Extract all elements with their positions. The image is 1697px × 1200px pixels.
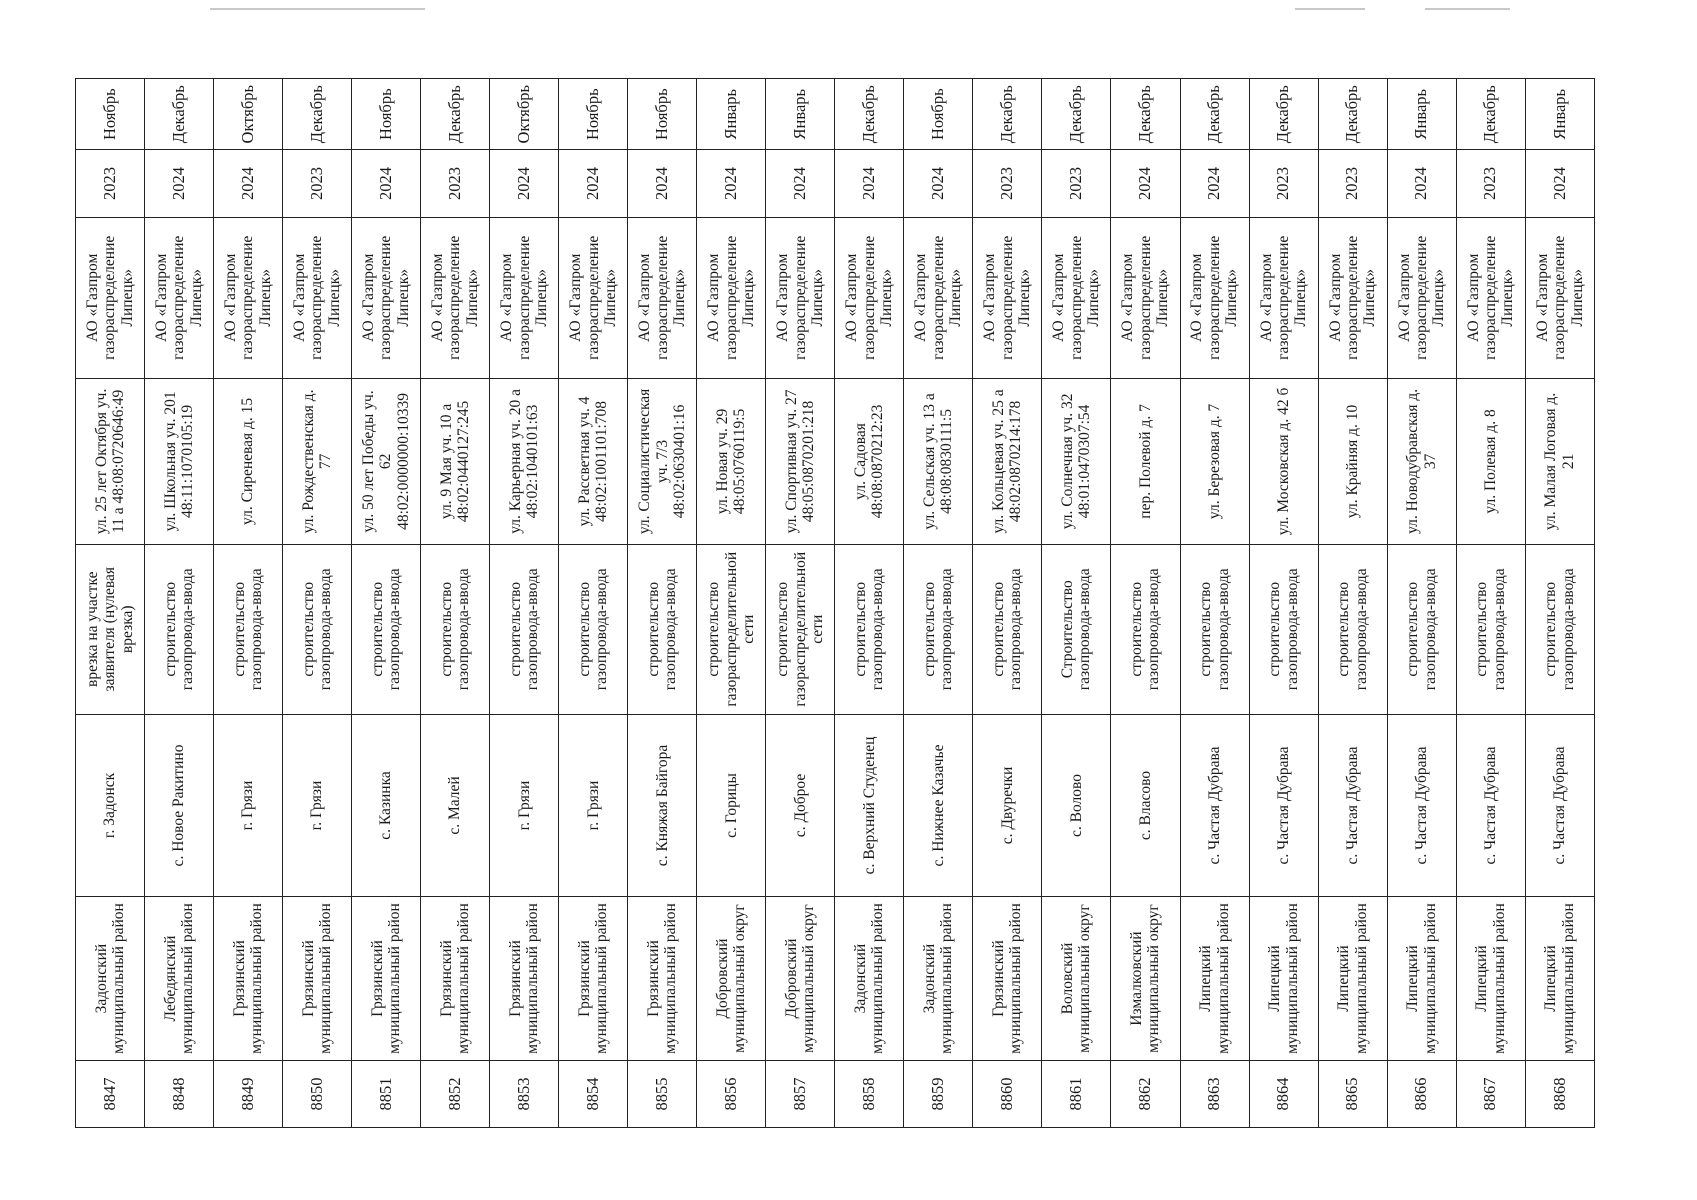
address-cell: ул. Новая уч. 29 48:05:0760119:5: [697, 379, 766, 545]
row-number: 8849: [214, 1060, 283, 1127]
table-row: [1111, 79, 1180, 1128]
row-number: 8862: [1111, 1060, 1180, 1127]
district-cell: Липецкий муниципальный район: [1180, 897, 1249, 1061]
work-type-cell: строительство газопровода-ввода: [1525, 544, 1594, 714]
month-cell: Декабрь: [145, 79, 214, 150]
table-row: [697, 79, 766, 1128]
organization-cell: АО «Газпром газораспределение Липецк»: [628, 217, 697, 379]
organization-cell: АО «Газпром газораспределение Липецк»: [973, 217, 1042, 379]
month-cell: Октябрь: [214, 79, 283, 150]
row-number: 8854: [559, 1060, 628, 1127]
locality-cell: с. Малей: [421, 714, 490, 897]
locality-cell: с. Частая Дубрава: [1249, 714, 1318, 897]
district-cell: Грязинский муниципальный район: [421, 897, 490, 1061]
address-cell: ул. 25 лет Октября уч. 11 а 48:08:0720646:49: [76, 379, 145, 545]
row-number: 8864: [1249, 1060, 1318, 1127]
work-type-cell: строительство газопровода-ввода: [490, 544, 559, 714]
organization-cell: АО «Газпром газораспределение Липецк»: [697, 217, 766, 379]
address-cell: ул. Карьерная уч. 20 а 48:02:1040101:63: [490, 379, 559, 545]
organization-cell: АО «Газпром газораспределение Липецк»: [1525, 217, 1594, 379]
work-type-cell: строительство газопровода-ввода: [352, 544, 421, 714]
year-cell: 2023: [1042, 150, 1111, 217]
district-cell: Задонский муниципальный район: [76, 897, 145, 1061]
district-cell: Воловский муниципальный округ: [1042, 897, 1111, 1061]
year-cell: 2024: [490, 150, 559, 217]
table-row: [490, 79, 559, 1128]
district-cell: Липецкий муниципальный район: [1456, 897, 1525, 1061]
address-cell: ул. Спортивная уч. 27 48:05:0870201:218: [766, 379, 835, 545]
work-type-cell: строительство газопровода-ввода: [1387, 544, 1456, 714]
scan-mark: [1295, 8, 1365, 10]
table-row: [76, 79, 145, 1128]
year-cell: 2023: [973, 150, 1042, 217]
district-cell: Грязинский муниципальный район: [352, 897, 421, 1061]
month-cell: Декабрь: [973, 79, 1042, 150]
table-row: [559, 79, 628, 1128]
address-cell: ул. Новодубравская д. 37: [1387, 379, 1456, 545]
district-cell: Грязинский муниципальный район: [490, 897, 559, 1061]
year-cell: 2023: [76, 150, 145, 217]
year-cell: 2023: [1318, 150, 1387, 217]
year-cell: 2024: [1111, 150, 1180, 217]
locality-cell: с. Власово: [1111, 714, 1180, 897]
row-number: 8857: [766, 1060, 835, 1127]
row-number: 8863: [1180, 1060, 1249, 1127]
work-type-cell: строительство газопровода-ввода: [421, 544, 490, 714]
district-cell: Грязинский муниципальный район: [214, 897, 283, 1061]
locality-cell: с. Частая Дубрава: [1525, 714, 1594, 897]
locality-cell: с. Частая Дубрава: [1180, 714, 1249, 897]
organization-cell: АО «Газпром газораспределение Липецк»: [1249, 217, 1318, 379]
row-number: 8865: [1318, 1060, 1387, 1127]
table-row: [1456, 79, 1525, 1128]
organization-cell: АО «Газпром газораспределение Липецк»: [352, 217, 421, 379]
year-cell: 2024: [145, 150, 214, 217]
address-cell: ул. Рассветная уч. 4 48:02:1001101:708: [559, 379, 628, 545]
month-cell: Декабрь: [1249, 79, 1318, 150]
year-cell: 2024: [628, 150, 697, 217]
work-type-cell: строительство газопровода-ввода: [973, 544, 1042, 714]
table-row: [214, 79, 283, 1128]
table-row: [628, 79, 697, 1128]
row-number: 8848: [145, 1060, 214, 1127]
row-number: 8855: [628, 1060, 697, 1127]
locality-cell: г. Грязи: [214, 714, 283, 897]
year-cell: 2023: [1456, 150, 1525, 217]
organization-cell: АО «Газпром газораспределение Липецк»: [1318, 217, 1387, 379]
month-cell: Ноябрь: [76, 79, 145, 150]
table-row: [1387, 79, 1456, 1128]
address-cell: ул. Социалистическая уч. 7/3 48:02:0630401:16: [628, 379, 697, 545]
scan-mark: [210, 8, 425, 10]
work-type-cell: строительство газопровода-ввода: [1180, 544, 1249, 714]
organization-cell: АО «Газпром газораспределение Липецк»: [1387, 217, 1456, 379]
address-cell: ул. Сиреневая д. 15: [214, 379, 283, 545]
table-row: [1249, 79, 1318, 1128]
year-cell: 2024: [214, 150, 283, 217]
table-row: [904, 79, 973, 1128]
district-cell: Измалковский муниципальный округ: [1111, 897, 1180, 1061]
year-cell: 2024: [697, 150, 766, 217]
locality-cell: с. Горицы: [697, 714, 766, 897]
locality-cell: с. Нижнее Казачье: [904, 714, 973, 897]
organization-cell: АО «Газпром газораспределение Липецк»: [766, 217, 835, 379]
address-cell: ул. Полевая д. 8: [1456, 379, 1525, 545]
organization-cell: АО «Газпром газораспределение Липецк»: [421, 217, 490, 379]
locality-cell: г. Грязи: [283, 714, 352, 897]
organization-cell: АО «Газпром газораспределение Липецк»: [835, 217, 904, 379]
table-row: [973, 79, 1042, 1128]
row-number: 8866: [1387, 1060, 1456, 1127]
address-cell: ул. 50 лет Победы уч. 62 48:02:0000000:10339: [352, 379, 421, 545]
work-type-cell: строительство газопровода-ввода: [904, 544, 973, 714]
year-cell: 2023: [421, 150, 490, 217]
rotated-page: [75, 78, 1595, 1128]
organization-cell: АО «Газпром газораспределение Липецк»: [76, 217, 145, 379]
locality-cell: с. Доброе: [766, 714, 835, 897]
locality-cell: г. Грязи: [559, 714, 628, 897]
month-cell: Октябрь: [490, 79, 559, 150]
year-cell: 2024: [766, 150, 835, 217]
table-row: [352, 79, 421, 1128]
row-number: 8868: [1525, 1060, 1594, 1127]
row-number: 8867: [1456, 1060, 1525, 1127]
table-row: [421, 79, 490, 1128]
locality-cell: с. Верхний Студенец: [835, 714, 904, 897]
work-type-cell: строительство газораспределительной сети: [697, 544, 766, 714]
work-type-cell: строительство газопровода-ввода: [283, 544, 352, 714]
row-number: 8850: [283, 1060, 352, 1127]
organization-cell: АО «Газпром газораспределение Липецк»: [904, 217, 973, 379]
month-cell: Декабрь: [835, 79, 904, 150]
district-cell: Грязинский муниципальный район: [283, 897, 352, 1061]
organization-cell: АО «Газпром газораспределение Липецк»: [283, 217, 352, 379]
row-number: 8851: [352, 1060, 421, 1127]
locality-cell: г. Задонск: [76, 714, 145, 897]
work-type-cell: строительство газопровода-ввода: [835, 544, 904, 714]
gasification-table: [75, 78, 1595, 1128]
month-cell: Январь: [697, 79, 766, 150]
year-cell: 2023: [283, 150, 352, 217]
month-cell: Декабрь: [421, 79, 490, 150]
table-row: [1318, 79, 1387, 1128]
district-cell: Липецкий муниципальный район: [1249, 897, 1318, 1061]
locality-cell: с. Частая Дубрава: [1456, 714, 1525, 897]
address-cell: ул. Малая Логовая д. 21: [1525, 379, 1594, 545]
month-cell: Декабрь: [1456, 79, 1525, 150]
address-cell: ул. 9 Мая уч. 10 а 48:02:0440127:245: [421, 379, 490, 545]
locality-cell: с. Частая Дубрава: [1318, 714, 1387, 897]
organization-cell: АО «Газпром газораспределение Липецк»: [1456, 217, 1525, 379]
year-cell: 2024: [1387, 150, 1456, 217]
organization-cell: АО «Газпром газораспределение Липецк»: [145, 217, 214, 379]
row-number: 8860: [973, 1060, 1042, 1127]
work-type-cell: строительство газопровода-ввода: [1318, 544, 1387, 714]
month-cell: Декабрь: [283, 79, 352, 150]
locality-cell: с. Частая Дубрава: [1387, 714, 1456, 897]
work-type-cell: строительство газопровода-ввода: [559, 544, 628, 714]
scan-mark: [1425, 8, 1510, 10]
work-type-cell: строительство газопровода-ввода: [1249, 544, 1318, 714]
month-cell: Январь: [1387, 79, 1456, 150]
address-cell: пер. Полевой д. 7: [1111, 379, 1180, 545]
district-cell: Грязинский муниципальный район: [628, 897, 697, 1061]
address-cell: ул. Рождественская д. 77: [283, 379, 352, 545]
district-cell: Задонский муниципальный район: [835, 897, 904, 1061]
district-cell: Грязинский муниципальный район: [973, 897, 1042, 1061]
locality-cell: с. Новое Ракитино: [145, 714, 214, 897]
organization-cell: АО «Газпром газораспределение Липецк»: [1042, 217, 1111, 379]
month-cell: Декабрь: [1180, 79, 1249, 150]
table-row: [145, 79, 214, 1128]
month-cell: Январь: [766, 79, 835, 150]
row-number: 8859: [904, 1060, 973, 1127]
district-cell: Задонский муниципальный район: [904, 897, 973, 1061]
table-row: [835, 79, 904, 1128]
organization-cell: АО «Газпром газораспределение Липецк»: [559, 217, 628, 379]
year-cell: 2024: [1525, 150, 1594, 217]
year-cell: 2024: [904, 150, 973, 217]
year-cell: 2024: [835, 150, 904, 217]
organization-cell: АО «Газпром газораспределение Липецк»: [1180, 217, 1249, 379]
address-cell: ул. Садовая 48:08:0870212:23: [835, 379, 904, 545]
address-cell: ул. Кольцевая уч. 25 а 48:02:0870214:178: [973, 379, 1042, 545]
row-number: 8852: [421, 1060, 490, 1127]
address-cell: ул. Солнечная уч. 32 48:01:0470307:54: [1042, 379, 1111, 545]
month-cell: Ноябрь: [559, 79, 628, 150]
row-number: 8861: [1042, 1060, 1111, 1127]
month-cell: Ноябрь: [904, 79, 973, 150]
locality-cell: г. Грязи: [490, 714, 559, 897]
address-cell: ул. Московская д. 42 б: [1249, 379, 1318, 545]
table-row: [1180, 79, 1249, 1128]
organization-cell: АО «Газпром газораспределение Липецк»: [490, 217, 559, 379]
district-cell: Грязинский муниципальный район: [559, 897, 628, 1061]
table-row: [283, 79, 352, 1128]
district-cell: Липецкий муниципальный район: [1387, 897, 1456, 1061]
table-row: [766, 79, 835, 1128]
work-type-cell: строительство газораспределительной сети: [766, 544, 835, 714]
row-number: 8858: [835, 1060, 904, 1127]
year-cell: 2024: [352, 150, 421, 217]
district-cell: Добровский муниципальный округ: [697, 897, 766, 1061]
month-cell: Декабрь: [1111, 79, 1180, 150]
year-cell: 2023: [1249, 150, 1318, 217]
address-cell: ул. Школьная уч. 201 48:11:1070105:19: [145, 379, 214, 545]
table-row: [1042, 79, 1111, 1128]
work-type-cell: строительство газопровода-ввода: [1111, 544, 1180, 714]
month-cell: Ноябрь: [628, 79, 697, 150]
month-cell: Ноябрь: [352, 79, 421, 150]
district-cell: Добровский муниципальный округ: [766, 897, 835, 1061]
work-type-cell: строительство газопровода-ввода: [1456, 544, 1525, 714]
row-number: 8847: [76, 1060, 145, 1127]
district-cell: Липецкий муниципальный район: [1318, 897, 1387, 1061]
address-cell: ул. Крайняя д. 10: [1318, 379, 1387, 545]
work-type-cell: строительство газопровода-ввода: [628, 544, 697, 714]
address-cell: ул. Березовая д. 7: [1180, 379, 1249, 545]
table-row: [1525, 79, 1594, 1128]
work-type-cell: строительство газопровода-ввода: [145, 544, 214, 714]
month-cell: Декабрь: [1318, 79, 1387, 150]
year-cell: 2024: [1180, 150, 1249, 217]
address-cell: ул. Сельская уч. 13 а 48:08:0830111:5: [904, 379, 973, 545]
locality-cell: с. Двуречки: [973, 714, 1042, 897]
organization-cell: АО «Газпром газораспределение Липецк»: [214, 217, 283, 379]
year-cell: 2024: [559, 150, 628, 217]
locality-cell: с. Казинка: [352, 714, 421, 897]
locality-cell: с. Волово: [1042, 714, 1111, 897]
row-number: 8853: [490, 1060, 559, 1127]
month-cell: Декабрь: [1042, 79, 1111, 150]
organization-cell: АО «Газпром газораспределение Липецк»: [1111, 217, 1180, 379]
row-number: 8856: [697, 1060, 766, 1127]
locality-cell: с. Княжая Байгора: [628, 714, 697, 897]
work-type-cell: Строительство газопровода-ввода: [1042, 544, 1111, 714]
district-cell: Лебедянский муниципальный район: [145, 897, 214, 1061]
district-cell: Липецкий муниципальный район: [1525, 897, 1594, 1061]
table-body: [76, 79, 1595, 1128]
month-cell: Январь: [1525, 79, 1594, 150]
work-type-cell: врезка на участке заявителя (нулевая врезка): [76, 544, 145, 714]
work-type-cell: строительство газопровода-ввода: [214, 544, 283, 714]
